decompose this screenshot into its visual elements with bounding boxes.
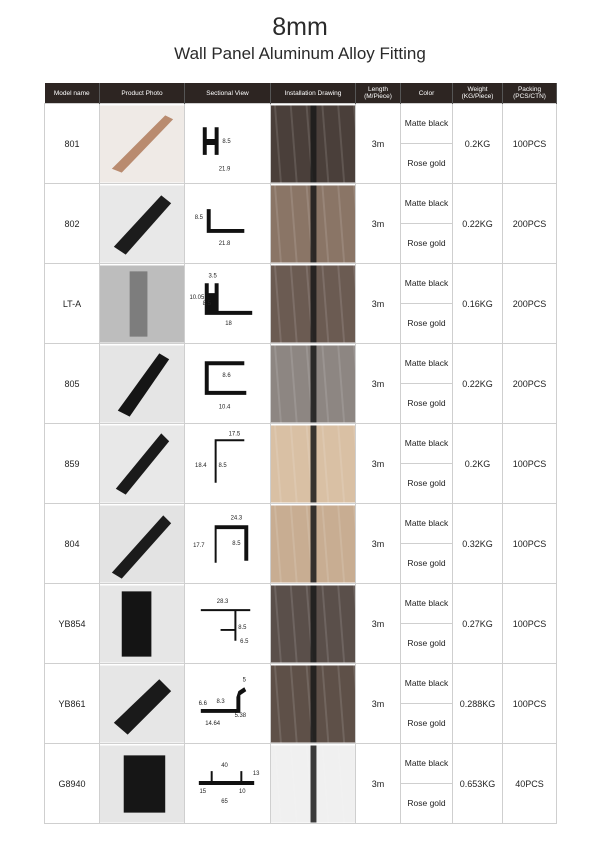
product-photo (100, 424, 185, 504)
sectional-view (185, 104, 271, 184)
color (401, 664, 453, 744)
table-row (45, 104, 557, 184)
dimension-label: 17.5 (228, 430, 241, 437)
color-rose-gold: Rose gold (407, 638, 446, 648)
installation-image (271, 505, 355, 583)
sectional-view (185, 744, 271, 824)
length: 3m (356, 584, 401, 664)
sectional-diagram (185, 505, 270, 583)
color-matte-black: Matte black (401, 584, 452, 624)
installation-image (271, 745, 355, 823)
sectional-diagram (185, 265, 270, 343)
dimension-label: 65 (221, 798, 228, 805)
sectional-diagram (185, 745, 270, 823)
model-name: 805 (45, 344, 100, 424)
installation-drawing (271, 184, 356, 264)
color-rose-gold: Rose gold (407, 238, 446, 248)
length: 3m (356, 424, 401, 504)
product-photo-image (100, 425, 184, 503)
dimension-label: 15 (199, 788, 207, 795)
dimension-label: 28.3 (216, 598, 229, 605)
dimension-label: 3.5 (208, 272, 217, 279)
installation-drawing (271, 744, 356, 824)
product-photo (100, 744, 185, 824)
sectional-view (185, 504, 271, 584)
color-matte-black: Matte black (401, 104, 452, 144)
col-product-photo: Product Photo (100, 83, 185, 104)
model-name: 801 (45, 104, 100, 184)
packing: 200PCS (503, 184, 557, 264)
installation-drawing (271, 104, 356, 184)
model-name: YB861 (45, 664, 100, 744)
sectional-view (185, 184, 271, 264)
dimension-label: 24.3 (230, 514, 243, 521)
dimension-label: 8.5 (232, 540, 241, 547)
installation-drawing (271, 584, 356, 664)
weight: 0.2KG (453, 104, 503, 184)
col-length: Length (M/Piece) (356, 83, 401, 104)
product-photo-image (100, 585, 184, 663)
color-matte-black: Matte black (401, 744, 452, 784)
length: 3m (356, 104, 401, 184)
table-row (45, 184, 557, 264)
sectional-diagram (185, 585, 270, 663)
page-title: 8mm (272, 13, 328, 41)
table-row (45, 504, 557, 584)
dimension-label: 5.38 (234, 712, 247, 719)
table-row (45, 664, 557, 744)
color-rose-gold: Rose gold (407, 398, 446, 408)
length: 3m (356, 504, 401, 584)
col-sectional-view: Sectional View (185, 83, 271, 104)
product-table (44, 83, 557, 824)
installation-drawing (271, 504, 356, 584)
packing: 100PCS (503, 424, 557, 504)
length: 3m (356, 744, 401, 824)
sectional-view (185, 664, 271, 744)
color (401, 184, 453, 264)
col-packing: Packing (PCS/CTN) (503, 83, 557, 104)
color-rose-gold: Rose gold (407, 318, 446, 328)
dimension-label: 14.64 (205, 720, 221, 727)
dimension-label: 17.7 (193, 542, 205, 549)
packing: 200PCS (503, 344, 557, 424)
color-matte-black: Matte black (401, 344, 452, 384)
product-photo (100, 344, 185, 424)
installation-drawing (271, 264, 356, 344)
dimension-label: 13 (252, 770, 260, 777)
dimension-label: 8.5 (218, 462, 227, 469)
weight: 0.32KG (453, 504, 503, 584)
table-header-row (45, 83, 557, 104)
model-name: G8940 (45, 744, 100, 824)
dimension-label: 6.5 (240, 638, 249, 645)
dimension-label: 8.6 (222, 372, 231, 379)
color-rose-gold: Rose gold (407, 558, 446, 568)
color (401, 504, 453, 584)
installation-drawing (271, 344, 356, 424)
weight: 0.16KG (453, 264, 503, 344)
color-rose-gold: Rose gold (407, 478, 446, 488)
color-rose-gold: Rose gold (407, 718, 446, 728)
dimension-label: 8.5 (238, 624, 247, 631)
sectional-diagram (185, 425, 270, 503)
dimension-label: 8.5 (194, 214, 203, 221)
weight: 0.653KG (453, 744, 503, 824)
product-photo (100, 584, 185, 664)
product-photo (100, 504, 185, 584)
product-photo-image (100, 265, 184, 343)
sectional-diagram (185, 185, 270, 263)
dimension-label: 18.4 (195, 462, 207, 469)
installation-image (271, 265, 355, 343)
dimension-label: 40 (221, 762, 228, 769)
installation-image (271, 105, 355, 183)
installation-image (271, 345, 355, 423)
model-name: 802 (45, 184, 100, 264)
product-photo (100, 104, 185, 184)
color (401, 744, 453, 824)
dimension-label: 8.3 (216, 698, 225, 705)
packing: 100PCS (503, 584, 557, 664)
color (401, 584, 453, 664)
product-photo-image (100, 345, 184, 423)
color-rose-gold: Rose gold (407, 798, 446, 808)
color-matte-black: Matte black (401, 664, 452, 704)
length: 3m (356, 344, 401, 424)
sectional-view (185, 424, 271, 504)
col-color: Color (401, 83, 453, 104)
model-name: LT-A (45, 264, 100, 344)
product-photo-image (100, 745, 184, 823)
col-weight: Weight (KG/Piece) (453, 83, 503, 104)
sectional-diagram (185, 665, 270, 743)
weight: 0.22KG (453, 184, 503, 264)
table-row (45, 584, 557, 664)
sectional-view (185, 584, 271, 664)
color (401, 424, 453, 504)
product-photo (100, 184, 185, 264)
product-photo-image (100, 185, 184, 263)
table-row (45, 424, 557, 504)
color (401, 264, 453, 344)
col-model-name: Model name (45, 83, 100, 104)
color-matte-black: Matte black (401, 264, 452, 304)
color (401, 344, 453, 424)
dimension-label: 10.05 (189, 294, 205, 301)
installation-image (271, 665, 355, 743)
length: 3m (356, 264, 401, 344)
length: 3m (356, 664, 401, 744)
installation-image (271, 185, 355, 263)
sectional-diagram (185, 345, 270, 423)
sectional-diagram (185, 105, 270, 183)
product-photo-image (100, 665, 184, 743)
packing: 100PCS (503, 664, 557, 744)
product-photo-image (100, 505, 184, 583)
packing: 100PCS (503, 104, 557, 184)
table-row (45, 344, 557, 424)
dimension-label: 6.6 (198, 700, 207, 707)
dimension-label: 8.5 (222, 138, 231, 145)
col-installation-drawing: Installation Drawing (271, 83, 356, 104)
length: 3m (356, 184, 401, 264)
product-photo-image (100, 105, 184, 183)
dimension-label: 21.9 (218, 166, 231, 173)
installation-image (271, 585, 355, 663)
packing: 200PCS (503, 264, 557, 344)
installation-drawing (271, 424, 356, 504)
color-matte-black: Matte black (401, 504, 452, 544)
model-name: 859 (45, 424, 100, 504)
dimension-label: 10 (239, 788, 246, 795)
dimension-label: 5 (242, 676, 246, 683)
packing: 100PCS (503, 504, 557, 584)
installation-drawing (271, 664, 356, 744)
table-row (45, 744, 557, 824)
packing: 40PCS (503, 744, 557, 824)
weight: 0.22KG (453, 344, 503, 424)
dimension-label: 21.8 (218, 240, 231, 247)
table-row (45, 264, 557, 344)
weight: 0.2KG (453, 424, 503, 504)
color-matte-black: Matte black (401, 184, 452, 224)
color-matte-black: Matte black (401, 424, 452, 464)
weight: 0.27KG (453, 584, 503, 664)
sectional-view (185, 264, 271, 344)
color-rose-gold: Rose gold (407, 158, 446, 168)
product-photo (100, 664, 185, 744)
product-photo (100, 264, 185, 344)
color (401, 104, 453, 184)
model-name: 804 (45, 504, 100, 584)
dimension-label: 18 (225, 320, 232, 327)
installation-image (271, 425, 355, 503)
dimension-label: 10.4 (218, 404, 231, 411)
dimension-label: 8.5 (202, 300, 211, 307)
model-name: YB854 (45, 584, 100, 664)
sectional-view (185, 344, 271, 424)
page-subtitle: Wall Panel Aluminum Alloy Fitting (174, 44, 426, 63)
weight: 0.288KG (453, 664, 503, 744)
